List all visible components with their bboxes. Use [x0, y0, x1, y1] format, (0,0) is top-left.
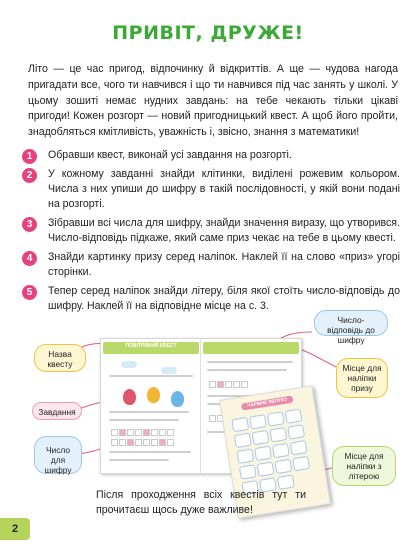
step-text: Обравши квест, виконай усі завдання на розгорті. — [48, 149, 292, 161]
step-item — [22, 216, 400, 246]
step-text: Зібравши всі числа для шифру, знайди значення виразу, що утворився. Число-відповідь підкаже, який саме приз чекає на тебе в цьому квесті. — [48, 217, 400, 244]
callout-letter-place: Місце для наліпки з літерою — [332, 446, 396, 486]
callout-answer-number: Число-відповідь до шифру — [314, 310, 388, 336]
step-number-badge: 2 — [22, 168, 37, 183]
callout-quest-name: Назва квесту — [34, 344, 86, 372]
page-number: 2 — [0, 518, 30, 540]
intro-paragraph: Літо — це час пригод, відпочинку й відкриттів. А ще — чудова нагода пригадати все, чого ти навчився і що ти навчився під час занять у школі. У цьому зошиті немає нудних завдань: на тебе чекають тільки цікаві пригоди! Кожен розгорт — новий пригодницький квест. А щоб його пройти, знадобляться кмітливість, уважність і, звісно, знання з математики! — [28, 63, 398, 139]
step-number-badge: 1 — [22, 149, 37, 164]
callout-tasks: Завдання — [32, 402, 82, 420]
step-text: У кожному завданні знайди клітинки, виділені рожевим кольором. Числа з них упиши до шифру в такій послідовності, у якій вони подані на розгорті. — [48, 168, 400, 210]
step-item — [22, 250, 400, 280]
step-number-badge: 4 — [22, 251, 37, 266]
callout-cipher-number: Число для шифру — [34, 436, 82, 474]
step-number-badge: 3 — [22, 217, 37, 232]
step-text: Тепер серед наліпок знайди літеру, біля якої стоїть число-відповідь до шифру. Наклей її на відповідне місце на с. 3. — [48, 285, 400, 312]
cipher-band — [203, 342, 299, 354]
step-item — [22, 167, 400, 212]
bottom-note: Після проходження всіх квестів тут ти прочитаєш щось дуже важливе! — [96, 489, 306, 516]
quest-title-band: ПОВІТРЯНИЙ КВЕСТ — [103, 342, 199, 354]
page-title: ПРИВІТ, ДРУЖЕ! — [112, 22, 304, 44]
step-number-badge: 5 — [22, 285, 37, 300]
steps-list — [22, 148, 400, 318]
sticker-card-title: ЧАРІВНЕ ЯБЛУКО — [241, 396, 293, 411]
step-item — [22, 148, 400, 163]
callout-prize-place: Місце для наліпки призу — [336, 358, 388, 398]
step-text: Знайди картинку призу серед наліпок. Наклей її на слово «приз» угорі сторінки. — [48, 251, 400, 278]
